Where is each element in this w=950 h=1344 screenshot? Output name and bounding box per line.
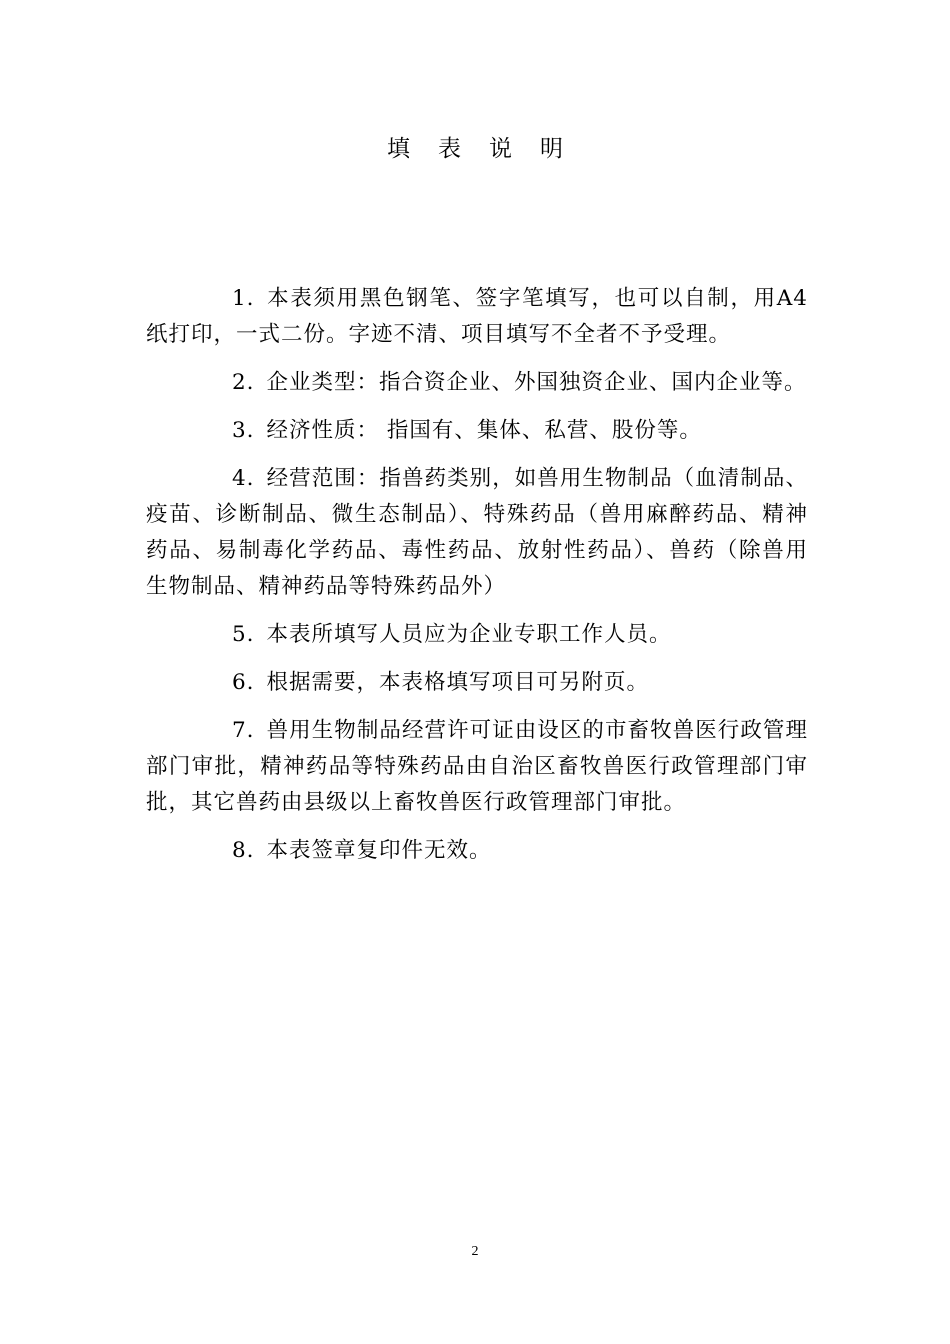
item-text: 经营范围：指兽药类别，如兽用生物制品（血清制品、疫苗、诊断制品、微生态制品）、特殊药品（兽用麻醉药品、精神药品、易制毒化学药品、毒性药品、放射性药品）、兽药（除兽用生物制品、精神药品等特殊药品外） [146, 466, 808, 599]
instructions-list [146, 281, 808, 881]
page-title: 填表说明 [387, 136, 591, 162]
instruction-item-8 [146, 833, 808, 869]
item-number: 1. [232, 286, 255, 311]
item-number: 6. [232, 670, 255, 695]
item-number: 4. [232, 466, 255, 491]
item-number: 3. [232, 418, 255, 443]
page-number: 2 [471, 1244, 479, 1259]
instruction-item-5 [146, 617, 808, 653]
instruction-item-1 [146, 281, 808, 353]
item-text: 企业类型：指合资企业、外国独资企业、国内企业等。 [266, 370, 807, 395]
instruction-item-2 [146, 365, 808, 401]
item-number: 8. [232, 838, 255, 863]
item-text: 经济性质： 指国有、集体、私营、股份等。 [266, 418, 702, 443]
item-text: 本表须用黑色钢笔、签字笔填写，也可以自制，用A4纸打印，一式二份。字迹不清、项目填写不全者不予受理。 [146, 286, 808, 347]
item-text: 本表所填写人员应为企业专职工作人员。 [266, 622, 672, 647]
instruction-item-4 [146, 461, 808, 605]
item-text: 兽用生物制品经营许可证由设区的市畜牧兽医行政管理部门审批，精神药品等特殊药品由自治区畜牧兽医行政管理部门审批，其它兽药由县级以上畜牧兽医行政管理部门审批。 [146, 718, 808, 815]
item-number: 2. [232, 370, 255, 395]
item-text: 本表签章复印件无效。 [266, 838, 492, 863]
instruction-item-7 [146, 713, 808, 821]
item-text: 根据需要，本表格填写项目可另附页。 [266, 670, 650, 695]
instruction-item-6 [146, 665, 808, 701]
instruction-item-3 [146, 413, 808, 449]
item-number: 5. [232, 622, 255, 647]
item-number: 7. [232, 718, 255, 743]
